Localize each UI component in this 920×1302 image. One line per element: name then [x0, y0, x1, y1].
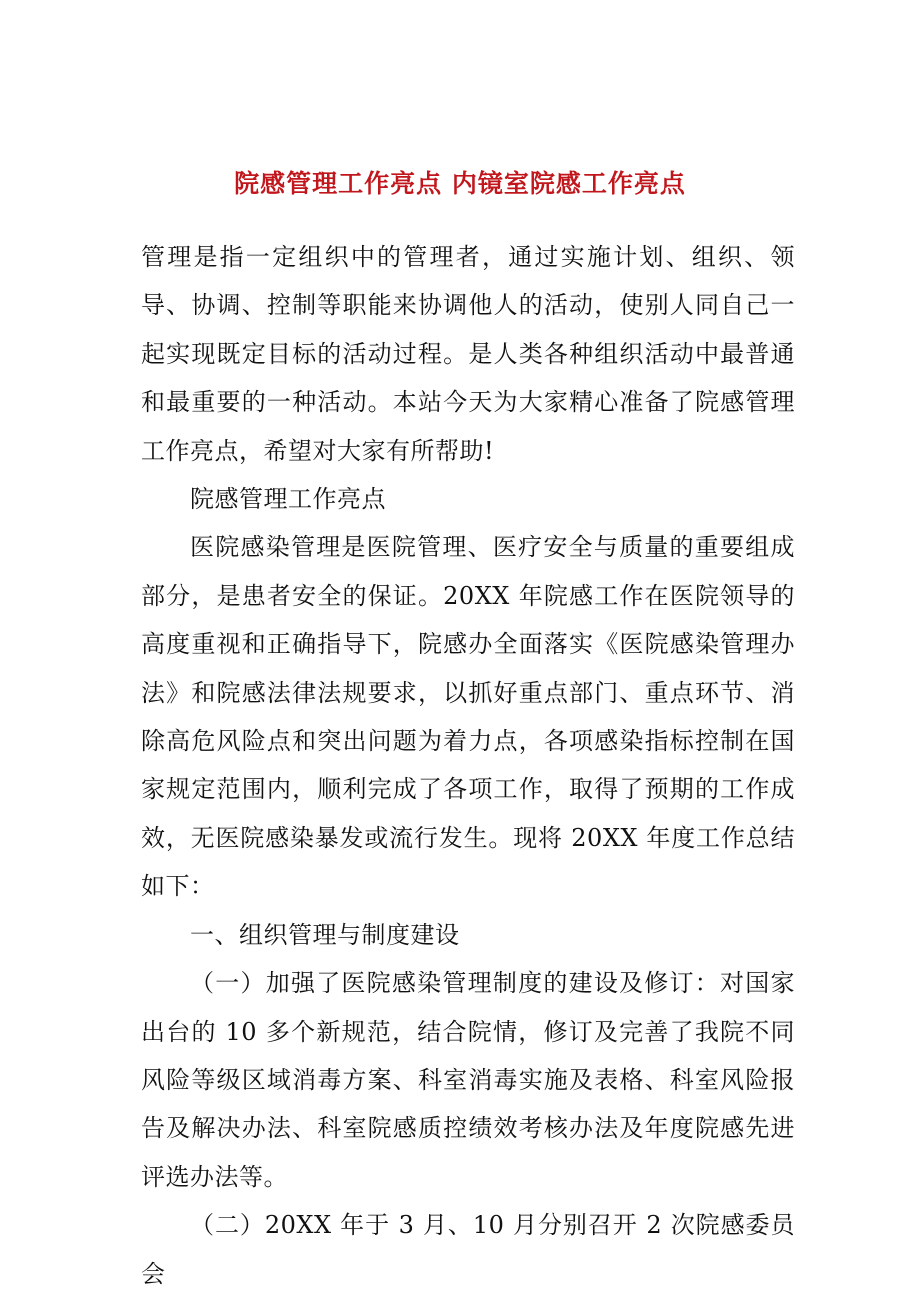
- subsection-heading: 一、组织管理与制度建设: [190, 920, 460, 949]
- body-paragraph: （二）20XX 年于 3 月、10 月分别召开 2 次院感委员会: [141, 1211, 795, 1288]
- body-paragraph: （一）加强了医院感染管理制度的建设及修订：对国家出台的 10 多个新规范，结合院情，修订及完善了我院不同风险等级区域消毒方案、科室消毒实施及表格、科室风险报告及解决办法、科室院感质控绩效考核办法及年度院感先进评选办法等。: [141, 969, 795, 1191]
- intro-paragraph: 管理是指一定组织中的管理者，通过实施计划、组织、领导、协调、控制等职能来协调他人的活动，使别人同自己一起实现既定目标的活动过程。是人类各种组织活动中最普通和最重要的一种活动。本站今天为大家精心准备了院感管理工作亮点，希望对大家有所帮助!: [141, 243, 795, 465]
- document-title: 院感管理工作亮点 内镜室院感工作亮点: [234, 169, 686, 198]
- section-heading: 院感管理工作亮点: [190, 485, 386, 514]
- document-body: [141, 233, 795, 1298]
- body-paragraph: 医院感染管理是医院管理、医疗安全与质量的重要组成部分，是患者安全的保证。20XX 年院感工作在医院领导的高度重视和正确指导下，院感办全面落实《医院感染管理办法》和院感法律法规要求，以抓好重点部门、重点环节、消除高危风险点和突出问题为着力点，各项感染指标控制在国家规定范围内，顺利完成了各项工作，取得了预期的工作成效，无医院感染暴发或流行发生。现将 20XX 年度工作总结如下：: [141, 533, 795, 901]
